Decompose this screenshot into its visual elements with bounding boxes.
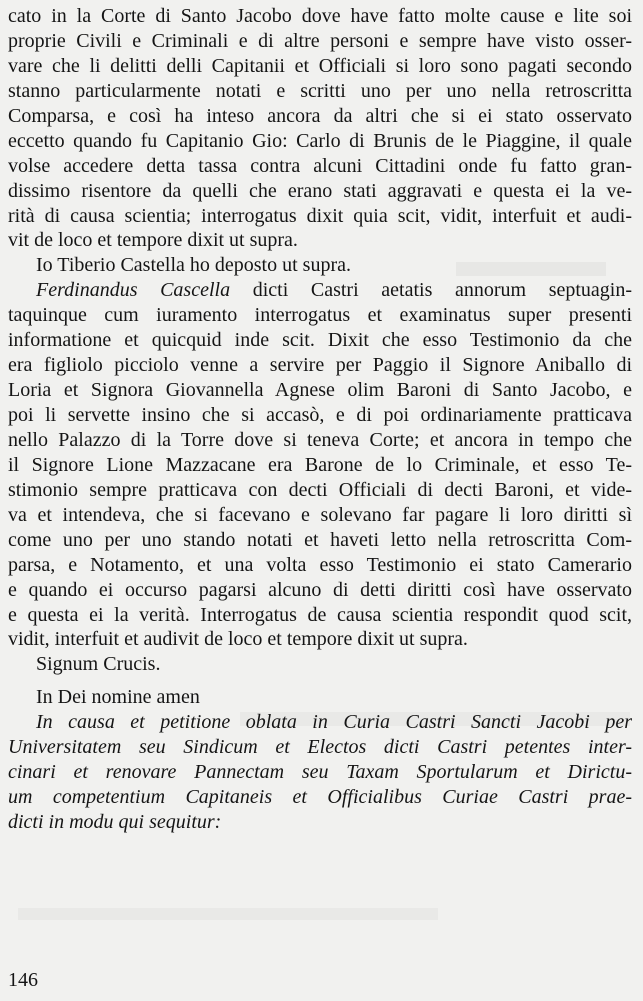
text-line: nello Palazzo di la Torre dove si teneva Corte; et ancora in tempo che bbox=[8, 428, 632, 451]
text-line: proprie Civili e Criminali e di altre personi e sempre have visto osser- bbox=[8, 29, 632, 52]
text-line: informatione et quicquid inde scit. Dixit che esso Testimonio da che bbox=[8, 329, 632, 352]
text-line: e questa ei la verità. Interrogatus de causa scientia respondit quod scit, bbox=[8, 603, 632, 626]
text-line: In causa et petitione oblata in Curia Castri Sancti Jacobi per bbox=[36, 711, 632, 734]
text-line: dicti in modu qui sequitur: bbox=[8, 811, 222, 833]
bleed-through-shading bbox=[18, 908, 438, 920]
text-line bbox=[8, 278, 632, 303]
text-line: vidit, interfuit et audivit de loco et tempore dixit ut supra. bbox=[8, 628, 468, 651]
text-line: taquinque cum iuramento interrogatus et examinatus super presenti bbox=[8, 304, 632, 327]
text-line: dissimo risentore da quelli che erano stati aggravati e questa ei la ve- bbox=[8, 179, 632, 202]
text-line bbox=[8, 677, 632, 685]
text-line: Comparsa, e così ha inteso ancora da altri che si ei stato osservato bbox=[8, 104, 632, 127]
text-line: um competentium Capitaneis et Officialibus Curiae Castri prae- bbox=[8, 786, 632, 809]
text-line: parsa, e Notamento, et una volta esso Testimonio ei stato Camerario bbox=[8, 553, 632, 576]
text-line: rità di causa scientia; interrogatus dixit quia scit, vidit, interfuit et audi- bbox=[8, 204, 632, 227]
text-line: Universitatem seu Sindicum et Electos dicti Castri petentes inter- bbox=[8, 736, 632, 759]
body-text bbox=[8, 4, 632, 835]
witness-name: Ferdinandus Cascella bbox=[36, 279, 231, 302]
text-line: e quando ei occurso pagarsi alcuno di detti diritti così have osservato bbox=[8, 578, 632, 601]
text-line: vit de loco et tempore dixit ut supra. bbox=[8, 229, 298, 252]
text-line: stanno particularmente notati e scritti uno per uno nella retroscritta bbox=[8, 79, 632, 102]
text-line: stimonio sempre pratticava con decti Officiali di decti Baroni, et vide- bbox=[8, 478, 632, 501]
text-line: era figliolo picciolo venne a servire per Paggio il Signore Aniballo di bbox=[8, 354, 632, 377]
text-line: Loria et Signora Giovannella Agnese olim Baroni di Santo Jacobo, e bbox=[8, 379, 632, 402]
line-text: dicti Castri aetatis annorum septuagin- bbox=[230, 279, 632, 302]
text-line: cato in la Corte di Santo Jacobo dove have fatto molte cause e lite soi bbox=[8, 5, 632, 27]
text-line: Io Tiberio Castella ho deposto ut supra. bbox=[36, 254, 351, 277]
text-line: In Dei nomine amen bbox=[36, 686, 200, 709]
text-line: va et intendeva, che si facevano e solevano far pagare li loro diritti sì bbox=[8, 503, 632, 526]
text-line: eccetto quando fu Capitanio Gio: Carlo di Brunis de le Piaggine, il quale bbox=[8, 129, 632, 152]
text-line: il Signore Lione Mazzacane era Barone de lo Criminale, et esso Te- bbox=[8, 453, 632, 476]
page-number: 146 bbox=[8, 969, 38, 991]
text-line: Signum Crucis. bbox=[36, 653, 161, 676]
text-line: volse accedere detta tassa contra alcuni Cittadini onde fu fatto gran- bbox=[8, 154, 632, 177]
text-line: come uno per uno stando notati et haveti letto nella retroscritta Com- bbox=[8, 528, 632, 551]
text-line: cinari et renovare Pannectam seu Taxam Sportularum et Dirictu- bbox=[8, 761, 632, 784]
text-line: poi li servette insino che si accasò, e di poi ordinariamente pratticava bbox=[8, 404, 632, 426]
text-line: vare che li delitti delli Capitanii et Officiali si loro sono pagati secondo bbox=[8, 54, 632, 77]
